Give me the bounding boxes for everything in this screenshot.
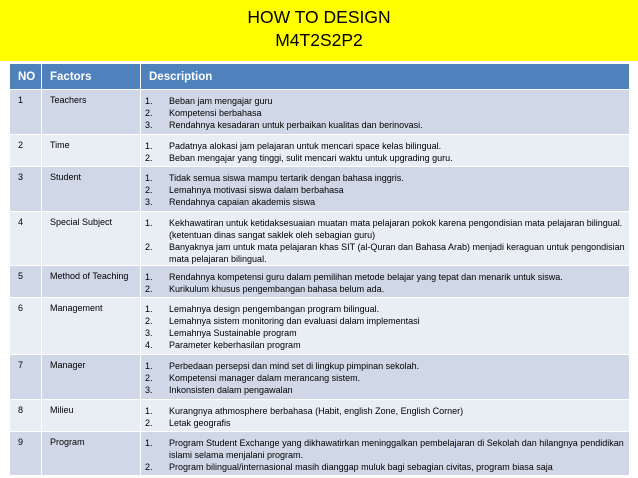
row-description: [141, 135, 630, 167]
table-row: [10, 400, 630, 432]
table-row: [10, 135, 630, 167]
item-number: 2.: [145, 316, 153, 326]
description-item: [141, 437, 625, 461]
title-line-2: M4T2S2P2: [275, 30, 363, 50]
row-description: [141, 355, 630, 400]
description-item: [141, 303, 625, 315]
row-factor: Student: [42, 167, 141, 212]
item-text: Program Student Exchange yang dikhawatirkan meninggalkan pembelajaran di Sekolah dan hilangnya pendidikan islami selama menjalani program.: [169, 438, 624, 460]
table-row: [10, 212, 630, 266]
description-item: [141, 172, 625, 184]
row-number: 3: [10, 167, 42, 212]
item-number: 1.: [145, 406, 153, 416]
row-factor: Manager: [42, 355, 141, 400]
item-text: Letak geografis: [169, 418, 231, 428]
row-factor: Program: [42, 432, 141, 476]
item-number: 2.: [145, 185, 153, 195]
item-number: 2.: [145, 242, 153, 252]
item-text: Lemahnya motivasi siswa dalam berbahasa: [169, 185, 344, 195]
item-number: 3.: [145, 385, 153, 395]
description-item: [141, 360, 625, 372]
description-item: [141, 95, 625, 107]
item-number: 2.: [145, 418, 153, 428]
row-number: 9: [10, 432, 42, 476]
item-text: Kurangnya athmosphere berbahasa (Habit, english Zone, English Corner): [169, 406, 464, 416]
header-description: Description: [141, 64, 630, 90]
description-item: [141, 283, 625, 295]
row-factor: Method of Teaching: [42, 266, 141, 298]
title-line-1: HOW TO DESIGN: [247, 7, 391, 27]
item-number: 1.: [145, 218, 153, 228]
description-item: [141, 119, 625, 131]
item-text: Kompetensi manager dalam merancang sistem.: [169, 373, 361, 383]
item-number: 2.: [145, 373, 153, 383]
table-row: [10, 298, 630, 355]
description-item: [141, 417, 625, 429]
table-row: [10, 167, 630, 212]
item-text: Rendahnya capaian akademis siswa: [169, 197, 316, 207]
item-text: Beban mengajar yang tinggi, sulit mencari waktu untuk upgrading guru.: [169, 153, 453, 163]
description-item: [141, 140, 625, 152]
row-number: 2: [10, 135, 42, 167]
row-description: [141, 400, 630, 432]
item-text: Banyaknya jam untuk mata pelajaran khas SIT (al-Quran dan Bahasa Arab) menjadi keraguan untuk pengondisian mata pelajaran bilingual.: [169, 242, 625, 264]
description-item: [141, 196, 625, 208]
factors-table: [9, 63, 630, 476]
item-number: 2.: [145, 153, 153, 163]
item-text: Lemahnya sistem monitoring dan evaluasi dalam implementasi: [169, 316, 420, 326]
row-description: [141, 432, 630, 476]
row-factor: Teachers: [42, 90, 141, 135]
description-item: [141, 327, 625, 339]
description-item: [141, 184, 625, 196]
description-item: [141, 241, 625, 265]
row-description: [141, 298, 630, 355]
item-text: Lemahnya Sustainable program: [169, 328, 297, 338]
description-item: [141, 107, 625, 119]
item-text: Kekhawatiran untuk ketidaksesuaian muatan mata pelajaran pokok karena pengondisian mata pelajaran bilingual. (ketentuan dinas sangat saklek oleh sebagian guru): [169, 218, 623, 240]
header-factors: Factors: [42, 64, 141, 90]
row-description: [141, 266, 630, 298]
item-number: 2.: [145, 462, 153, 472]
item-text: Rendahnya kompetensi guru dalam pemilihan metode belajar yang tepat dan menarik untuk siswa.: [169, 272, 563, 282]
header-no: NO: [10, 64, 42, 90]
item-number: 3.: [145, 197, 153, 207]
item-text: Padatnya alokasi jam pelajaran untuk mencari space kelas bilingual.: [169, 141, 442, 151]
row-number: 6: [10, 298, 42, 355]
item-text: Parameter keberhasilan program: [169, 340, 301, 350]
item-text: Kompetensi berbahasa: [169, 108, 262, 118]
item-number: 1.: [145, 438, 153, 448]
description-item: [141, 315, 625, 327]
table-header-row: [10, 64, 630, 90]
item-text: Perbedaan persepsi dan mind set di lingkup pimpinan sekolah.: [169, 361, 420, 371]
description-item: [141, 217, 625, 241]
item-number: 1.: [145, 173, 153, 183]
item-number: 3.: [145, 120, 153, 130]
item-text: Inkonsisten dalam pengawalan: [169, 385, 293, 395]
row-factor: Special Subject: [42, 212, 141, 266]
row-description: [141, 90, 630, 135]
item-text: Program bilingual/internasional masih dianggap muluk bagi sebagian civitas, program biasa saja: [169, 462, 553, 472]
description-item: [141, 372, 625, 384]
description-item: [141, 461, 625, 473]
item-number: 3.: [145, 328, 153, 338]
item-number: 1.: [145, 96, 153, 106]
description-item: [141, 384, 625, 396]
row-description: [141, 212, 630, 266]
item-number: 1.: [145, 304, 153, 314]
row-number: 4: [10, 212, 42, 266]
item-text: Rendahnya kesadaran untuk perbaikan kualitas dan berinovasi.: [169, 120, 423, 130]
description-item: [141, 271, 625, 283]
item-number: 2.: [145, 284, 153, 294]
row-factor: Time: [42, 135, 141, 167]
row-number: 7: [10, 355, 42, 400]
table-row: [10, 266, 630, 298]
item-number: 2.: [145, 108, 153, 118]
description-item: [141, 152, 625, 164]
title-banner: [0, 0, 638, 61]
row-number: 1: [10, 90, 42, 135]
row-factor: Milieu: [42, 400, 141, 432]
table-row: [10, 355, 630, 400]
item-number: 1.: [145, 361, 153, 371]
description-item: [141, 339, 625, 351]
item-number: 1.: [145, 272, 153, 282]
item-text: Kurikulum khusus pengembangan bahasa belum ada.: [169, 284, 385, 294]
item-text: Tidak semua siswa mampu tertarik dengan bahasa inggris.: [169, 173, 404, 183]
row-factor: Management: [42, 298, 141, 355]
item-text: Lemahnya design pengembangan program bilingual.: [169, 304, 380, 314]
row-description: [141, 167, 630, 212]
row-number: 8: [10, 400, 42, 432]
table-row: [10, 90, 630, 135]
row-number: 5: [10, 266, 42, 298]
item-text: Beban jam mengajar guru: [169, 96, 273, 106]
item-number: 1.: [145, 141, 153, 151]
table-row: [10, 432, 630, 476]
item-number: 4.: [145, 340, 153, 350]
description-item: [141, 405, 625, 417]
